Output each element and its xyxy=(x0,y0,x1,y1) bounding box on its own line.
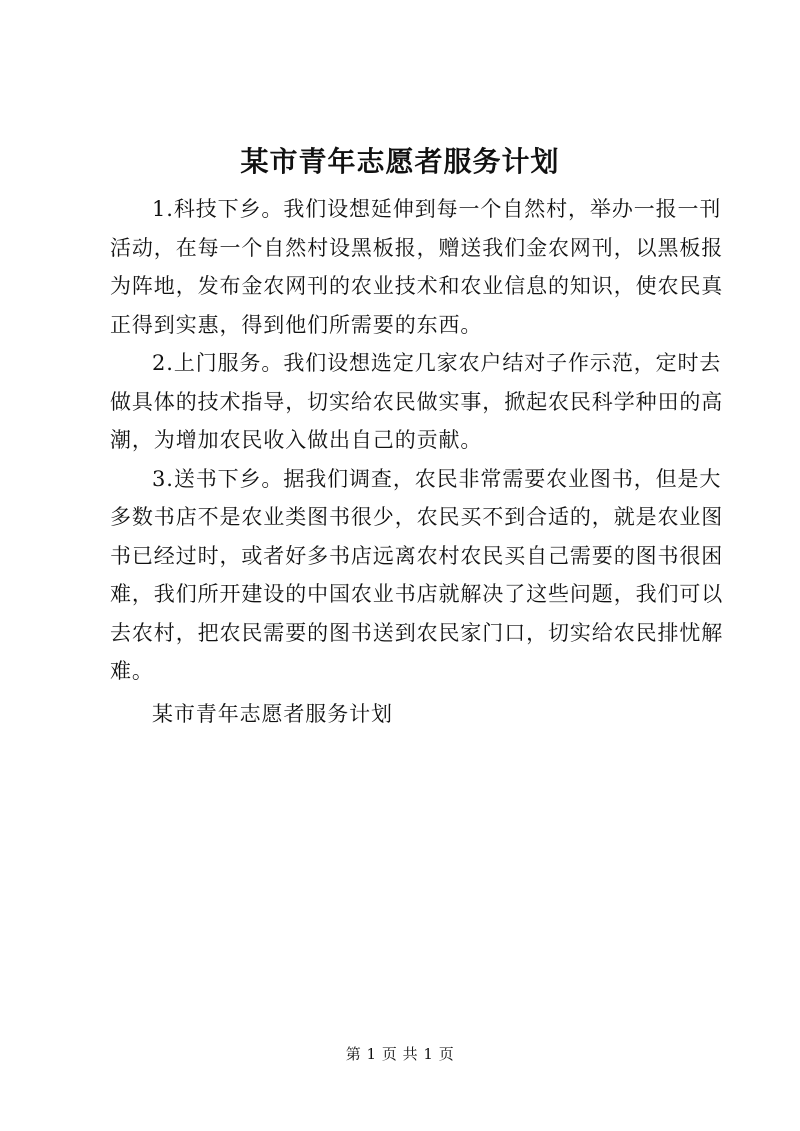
paragraph-line: 难。 xyxy=(110,659,154,683)
paragraph-line: 2.上门服务。我们设想选定几家农户结对子作示范，定时去 xyxy=(152,351,722,375)
paragraph-3 xyxy=(110,460,724,691)
paragraph-line: 书已经过时，或者好多书店远离农村农民买自己需要的图书很困 xyxy=(110,543,724,568)
paragraph-line: 1.科技下乡。我们设想延伸到每一个自然村，举办一报一刊 xyxy=(152,197,722,221)
paragraph-2 xyxy=(110,344,724,460)
paragraph-line: 潮，为增加农民收入做出自己的贡献。 xyxy=(110,428,483,452)
page-footer: 第 1 页 共 1 页 xyxy=(345,1045,455,1063)
paragraph-1 xyxy=(110,190,724,344)
paragraph-line: 为阵地，发布金农网刊的农业技术和农业信息的知识，使农民真 xyxy=(110,274,724,298)
paragraph-line: 难，我们所开建设的中国农业书店就解决了这些问题，我们可以 xyxy=(110,582,724,606)
paragraph-line: 多数书店不是农业类图书很少，农民买不到合适的，就是农业图 xyxy=(110,505,724,529)
closing-title: 某市青年志愿者服务计划 xyxy=(152,701,393,726)
paragraph-line: 正得到实惠，得到他们所需要的东西。 xyxy=(110,312,483,337)
paragraph-line: 做具体的技术指导，切实给农民做实事，掀起农民科学种田的高 xyxy=(110,389,724,414)
document-body xyxy=(110,190,724,733)
paragraph-line: 去农村，把农民需要的图书送到农民家门口，切实给农民排忧解 xyxy=(110,620,724,645)
document-title: 某市青年志愿者服务计划 xyxy=(240,145,560,178)
paragraph-line: 3.送书下乡。据我们调查，农民非常需要农业图书，但是大 xyxy=(152,466,722,491)
paragraph-line: 活动，在每一个自然村设黑板报，赠送我们金农网刊，以黑板报 xyxy=(110,235,724,260)
